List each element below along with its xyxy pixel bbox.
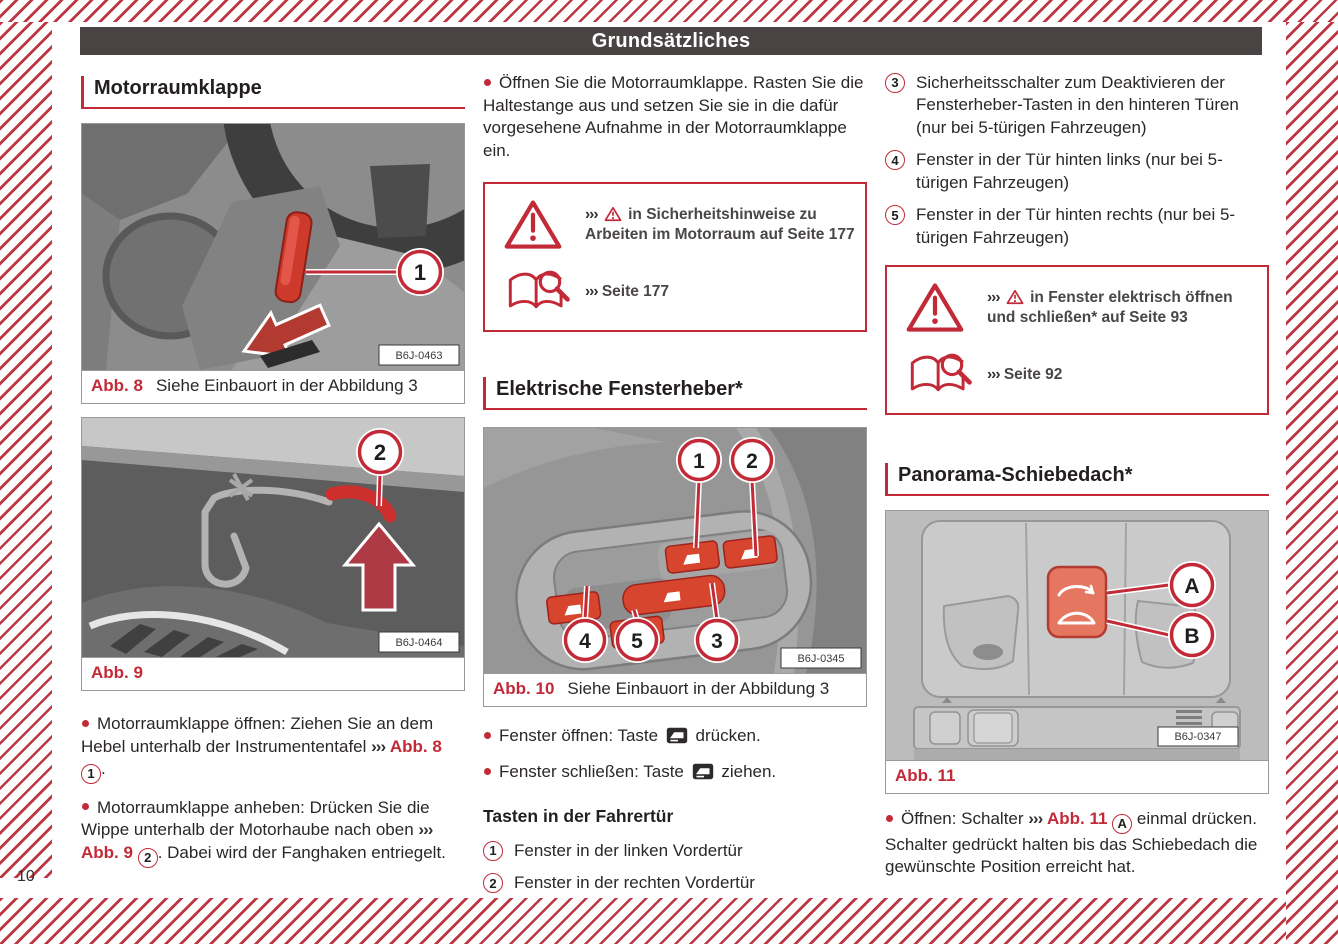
svg-text:4: 4 — [579, 630, 591, 654]
bullet-dot — [82, 803, 89, 810]
figure-reference: Abb. 11 — [1046, 809, 1108, 829]
circled-4: 4 — [885, 150, 905, 170]
book-magnifier-icon — [497, 268, 585, 316]
chapter-title: Grundsätzliches — [591, 29, 751, 52]
abb9-caption — [82, 657, 464, 690]
warning-text: ››› Seite 177 — [585, 283, 670, 301]
callout-A — [1168, 561, 1216, 609]
callout-1 — [396, 248, 444, 296]
bullet-dot — [484, 768, 491, 775]
warning-box-fenster — [885, 265, 1269, 415]
figure-label: Abb. 10 — [493, 679, 555, 699]
svg-text:2: 2 — [746, 450, 758, 474]
list-item: 5 Fenster in der Tür hinten rechts (nur bei 5-türigen Fahrzeugen) — [885, 204, 1269, 249]
svg-text:B: B — [1184, 625, 1200, 649]
list-item: 2 Fenster in der rechten Vordertür — [483, 872, 867, 894]
bullet-open-instructions: Öffnen Sie die Motorraumklappe. Rasten Sie die Haltestange aus und setzen Sie sie in die dafür vorgesehene Aufnahme in der Motorraumklappe ein. — [483, 73, 864, 160]
image-code — [379, 632, 459, 652]
figure-abb9 — [81, 417, 465, 691]
stripe-border-bottom — [0, 898, 1286, 944]
figure-label: Abb. 11 — [895, 766, 956, 786]
rear-window-list — [885, 72, 1269, 249]
figure-caption-text: Siehe Einbauort in der Abbildung 3 — [155, 376, 418, 395]
svg-text:2: 2 — [373, 440, 387, 465]
callout-5 — [614, 617, 660, 663]
bullet-dot — [886, 815, 893, 822]
callout-4 — [562, 617, 608, 663]
svg-text:B6J-0347: B6J-0347 — [1174, 731, 1222, 744]
abb9-illustration — [82, 418, 464, 657]
section-title-panorama: Panorama-Schiebedach* — [885, 463, 1269, 496]
list-item: 1 Fenster in der linken Vordertür — [483, 840, 867, 862]
bullet-dot — [82, 720, 89, 727]
book-magnifier-icon — [899, 351, 987, 399]
warning-row — [497, 268, 855, 316]
circled-5: 5 — [885, 205, 905, 225]
list-item: 3 Sicherheitsschalter zum Deaktivieren der Fensterheber-Tasten in den hinteren Türen (nur bei 5-türigen Fahrzeugen) — [885, 72, 1269, 139]
circled-2: 2 — [483, 873, 503, 893]
small-warning-icon — [1006, 289, 1024, 305]
callout-3 — [694, 617, 740, 663]
bullet-dot — [484, 79, 491, 86]
warning-text: ››› Seite 92 — [987, 365, 1063, 383]
circled-3: 3 — [885, 73, 905, 93]
sunroof-switch — [1048, 567, 1106, 637]
warning-triangle-icon — [497, 198, 585, 252]
warning-triangle-icon — [899, 281, 987, 335]
figure-reference: Abb. 9 — [81, 843, 133, 863]
subheading-driver-door: Tasten in der Fahrertür — [483, 805, 674, 826]
figure-abb8 — [81, 123, 465, 404]
stripe-border-left — [0, 22, 52, 878]
abb10-caption — [484, 673, 866, 706]
warning-text: ››› in Fenster elektrisch öffnen und schließen* auf Seite 93 — [987, 288, 1233, 327]
callout-B — [1168, 611, 1216, 659]
abb11-illustration — [886, 511, 1268, 760]
svg-text:B6J-0345: B6J-0345 — [797, 653, 845, 666]
image-code — [781, 648, 861, 668]
circled-1: 1 — [483, 841, 503, 861]
svg-text:B6J-0463: B6J-0463 — [395, 350, 443, 362]
circled-A: A — [1112, 814, 1132, 834]
list-item: 4 Fenster in der Tür hinten links (nur bei 5-türigen Fahrzeugen) — [885, 149, 1269, 194]
callout-2 — [729, 437, 775, 483]
chapter-header — [80, 27, 1262, 55]
svg-text:1: 1 — [413, 260, 427, 285]
abb8-caption — [82, 370, 464, 403]
circled-1: 1 — [81, 764, 101, 784]
figure-caption-text: Siehe Einbauort in der Abbildung 3 — [567, 679, 830, 699]
figure-label: Abb. 8 — [91, 376, 143, 395]
bullet-sunroof-open: Öffnen: Schalter ››› Abb. 11 A einmal drücken. Schalter gedrückt halten bis das Schiebedach die gewünschte Position erreicht hat. — [885, 809, 1258, 877]
bullet-dot — [484, 732, 491, 739]
abb8-illustration — [82, 124, 464, 370]
svg-text:B6J-0464: B6J-0464 — [395, 637, 443, 649]
driver-door-list — [483, 840, 867, 895]
svg-text:3: 3 — [711, 630, 723, 654]
see-chevrons: ››› — [371, 736, 386, 756]
section-title-fensterheber: Elektrische Fensterheber* — [483, 377, 867, 410]
stripe-border-right — [1286, 22, 1338, 944]
callout-1 — [676, 437, 722, 483]
section-title-motorraumklappe: Motorraumklappe — [81, 76, 465, 109]
warning-row — [899, 281, 1257, 335]
figure-abb11 — [885, 510, 1269, 794]
column-right — [885, 72, 1269, 892]
abb11-caption — [886, 760, 1268, 793]
column-left — [81, 76, 465, 881]
image-code — [1158, 727, 1238, 746]
svg-text:5: 5 — [631, 630, 643, 654]
bullet-window-close: Fenster schließen: Taste ziehen. — [483, 761, 867, 784]
callout-2 — [356, 428, 404, 476]
stripe-border-top — [0, 0, 1338, 22]
see-chevrons: ››› — [1028, 809, 1043, 829]
bullet-lift-hood: Motorraumklappe anheben: Drücken Sie die Wippe unterhalb der Motorhaube nach oben ››› Abb. 9 2 . Dabei wird der Fanghaken entriegelt. — [81, 797, 465, 868]
warning-row — [899, 351, 1257, 399]
figure-label: Abb. 9 — [91, 663, 143, 682]
small-warning-icon — [604, 206, 622, 222]
column-middle — [483, 72, 867, 905]
svg-text:1: 1 — [693, 450, 705, 474]
warning-box-motorraum — [483, 182, 867, 332]
window-button-icon — [692, 763, 714, 780]
page-number: 10 — [17, 868, 35, 885]
warning-row — [497, 198, 855, 252]
bullet-window-open: Fenster öffnen: Taste drücken. — [483, 725, 867, 748]
warning-text: ››› in Sicherheitshinweise zu Arbeiten im Motorraum auf Seite 177 — [585, 205, 855, 244]
figure-abb10 — [483, 427, 867, 707]
window-button-icon — [666, 727, 688, 744]
circled-2: 2 — [138, 848, 158, 868]
svg-text:A: A — [1184, 575, 1200, 599]
abb10-illustration — [484, 428, 866, 673]
figure-reference: Abb. 8 — [389, 736, 442, 756]
image-code — [379, 345, 459, 365]
bullet-open-hood: Motorraumklappe öffnen: Ziehen Sie an dem Hebel unterhalb der Instrumententafel ››› Abb. 8 1 . — [81, 713, 465, 784]
see-chevrons: ››› — [418, 820, 433, 840]
